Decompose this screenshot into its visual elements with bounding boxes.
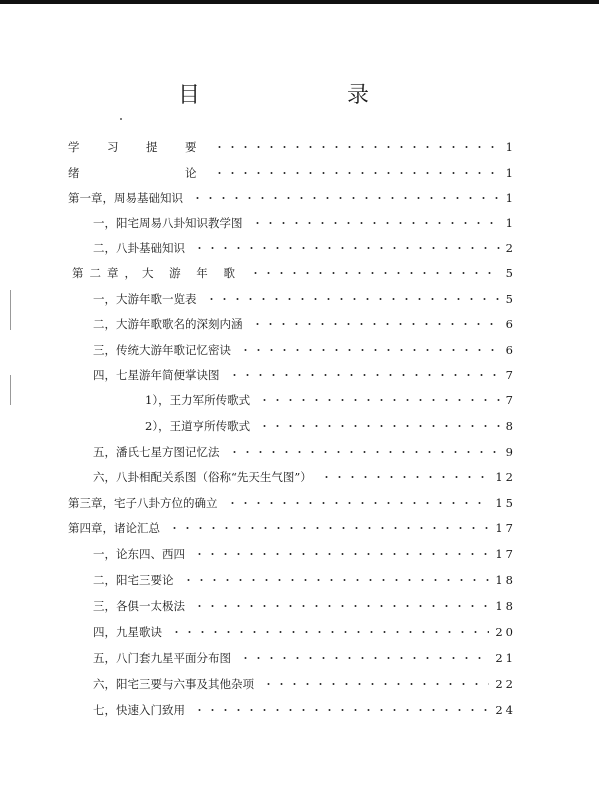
toc-entry-label: 六，阳宅三要与六事及其他杂项 xyxy=(93,677,254,691)
toc-entry[interactable] xyxy=(145,418,516,434)
toc-entry-label: 一，大游年歌一览表 xyxy=(93,292,197,306)
toc-entry[interactable] xyxy=(93,240,516,256)
toc-entry[interactable] xyxy=(93,342,516,358)
toc-entry-label: 五，潘氏七星方图记忆法 xyxy=(93,445,220,459)
toc-entry-label: 二，阳宅三要论 xyxy=(93,573,174,587)
toc-entry-page: 18 xyxy=(495,599,516,613)
toc-leader-dots xyxy=(251,221,500,225)
toc-leader-dots xyxy=(262,682,489,686)
toc-entry-label: 四，九星歌诀 xyxy=(93,625,162,639)
toc-entry-label: 第四章，诸论汇总 xyxy=(68,521,160,535)
toc-entry-page: 17 xyxy=(495,521,516,535)
toc-entry-page: 17 xyxy=(495,547,516,561)
toc-entry-label: 五，八门套九星平面分布图 xyxy=(93,651,231,665)
toc-entry[interactable] xyxy=(93,572,516,588)
toc-entry-page: 5 xyxy=(505,266,516,280)
toc-entry-page: 6 xyxy=(505,317,516,331)
toc-leader-dots xyxy=(228,373,500,377)
toc-entry-label: 1），王力军所传歌式 xyxy=(145,393,251,407)
toc-leader-dots xyxy=(193,246,500,250)
toc-entry-page: 5 xyxy=(505,292,516,306)
toc-leader-dots xyxy=(226,501,490,505)
toc-leader-dots xyxy=(182,578,490,582)
toc-leader-dots xyxy=(205,297,500,301)
toc-entry[interactable] xyxy=(93,215,516,231)
toc-entry-label: 绪 论 xyxy=(68,166,205,180)
toc-entry-page: 24 xyxy=(495,703,516,717)
toc-entry-page: 8 xyxy=(505,419,516,433)
toc-entry[interactable] xyxy=(72,265,516,281)
toc-entry-page: 2 xyxy=(505,241,516,255)
toc-entry-label: 第二章，大 游 年 歌 xyxy=(72,266,241,280)
toc-leader-dots xyxy=(170,630,489,634)
toc-entry-label: 四，七星游年简便掌诀图 xyxy=(93,368,220,382)
toc-entry-page: 22 xyxy=(495,677,516,691)
toc-entry[interactable] xyxy=(93,702,516,718)
toc-entry-label: 学 习 提 要 xyxy=(68,140,205,154)
toc-entry-page: 12 xyxy=(495,470,516,484)
toc-entry-page: 7 xyxy=(505,393,516,407)
toc-entry-label: 三，传统大游年歌记忆密诀 xyxy=(93,343,231,357)
toc-entry[interactable] xyxy=(93,291,516,307)
toc-entry-page: 1 xyxy=(505,216,516,230)
toc-entry-label: 六，八卦相配关系图（俗称“先天生气图”） xyxy=(93,470,312,484)
toc-entry[interactable] xyxy=(93,598,516,614)
toc-leader-dots xyxy=(258,398,500,402)
toc-entry-label: 第三章，宅子八卦方位的确立 xyxy=(68,496,218,510)
toc-leader-dots xyxy=(193,708,489,712)
toc-entry[interactable] xyxy=(93,469,516,485)
toc-leader-dots xyxy=(320,475,490,479)
toc-entry-page: 1 xyxy=(505,140,516,154)
toc-entry-page: 7 xyxy=(505,368,516,382)
toc-title-char-2: 录 xyxy=(347,83,370,108)
toc-entry-page: 1 xyxy=(505,166,516,180)
toc-entry-label: 第一章，周易基础知识 xyxy=(68,191,183,205)
toc-entry[interactable] xyxy=(68,139,516,155)
toc-leader-dots xyxy=(193,604,489,608)
toc-entry[interactable] xyxy=(145,392,516,408)
toc-entry-page: 1 xyxy=(505,191,516,205)
toc-entry[interactable] xyxy=(93,676,516,692)
toc-entry[interactable] xyxy=(93,546,516,562)
toc-entry[interactable] xyxy=(93,650,516,666)
toc-leader-dots xyxy=(191,196,500,200)
toc-entry[interactable] xyxy=(93,624,516,640)
toc-entry-page: 6 xyxy=(505,343,516,357)
toc-leader-dots xyxy=(213,171,500,175)
toc-entry-page: 18 xyxy=(495,573,516,587)
toc-entry-label: 二，八卦基础知识 xyxy=(93,241,185,255)
toc-entry[interactable] xyxy=(93,444,516,460)
toc-leader-dots xyxy=(228,450,500,454)
toc-leader-dots xyxy=(213,145,500,149)
toc-entry-page: 21 xyxy=(495,651,516,665)
toc-entry-page: 20 xyxy=(495,625,516,639)
toc-entry-page: 15 xyxy=(495,496,516,510)
toc-entry-label: 一，论东四、西四 xyxy=(93,547,185,561)
toc-leader-dots xyxy=(239,348,500,352)
toc-entry-label: 二，大游年歌歌名的深刻内涵 xyxy=(93,317,243,331)
toc-entry[interactable] xyxy=(68,190,516,206)
toc-leader-dots xyxy=(251,322,500,326)
toc-leader-dots xyxy=(239,656,489,660)
toc-entry-label: 三，各俱一太极法 xyxy=(93,599,185,613)
toc-entry-label: 一，阳宅周易八卦知识教学图 xyxy=(93,216,243,230)
toc-leader-dots xyxy=(193,552,489,556)
toc-entry-label: 七，快速入门致用 xyxy=(93,703,185,717)
toc-entry[interactable] xyxy=(93,316,516,332)
toc-entry-page: 9 xyxy=(505,445,516,459)
toc-leader-dots xyxy=(249,271,500,275)
toc-leader-dots xyxy=(258,424,500,428)
toc-entry-label: 2），王道亨所传歌式 xyxy=(145,419,251,433)
toc-leader-dots xyxy=(168,526,489,530)
toc-entry[interactable] xyxy=(68,520,516,536)
toc-entry[interactable] xyxy=(68,495,516,511)
toc-title-char-1: 目 xyxy=(178,83,201,108)
toc-entry[interactable] xyxy=(93,367,516,383)
toc-entry[interactable] xyxy=(68,165,516,181)
